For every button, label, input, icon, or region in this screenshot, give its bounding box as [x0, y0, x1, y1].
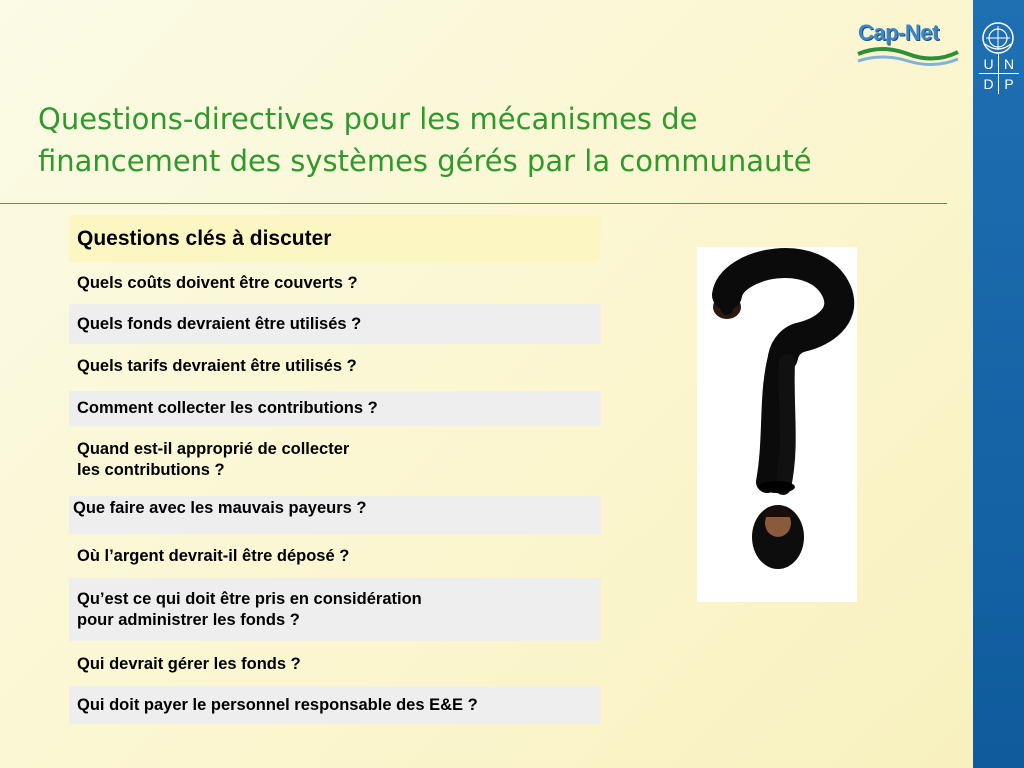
un-emblem-icon — [980, 20, 1016, 56]
question-mark-person-icon — [697, 247, 857, 602]
table-row — [69, 436, 601, 490]
table-header — [69, 215, 601, 262]
undp-letter: D — [979, 74, 999, 94]
table-row-text — [77, 439, 349, 481]
table-row — [69, 304, 601, 344]
table-row — [69, 391, 601, 426]
table-row-line1: Quand est-il approprié de collecter — [77, 440, 350, 458]
table-row — [69, 538, 601, 574]
undp-logo — [979, 54, 1019, 94]
table-row-text: Qui devrait gérer les fonds ? — [77, 654, 301, 673]
table-header-label: Questions clés à discuter — [77, 227, 332, 250]
table-row-text: Où l’argent devrait-il être déposé ? — [77, 546, 350, 565]
table-row — [69, 346, 601, 386]
table-row — [69, 496, 601, 534]
page-title — [38, 98, 938, 182]
undp-letter: P — [1004, 76, 1014, 92]
table-row — [69, 264, 601, 302]
capnet-logo — [856, 20, 960, 68]
table-row-text — [77, 589, 422, 631]
table-row — [69, 646, 601, 682]
undp-sidebar — [973, 0, 1024, 768]
table-row-text: Quels fonds devraient être utilisés ? — [77, 314, 362, 333]
wave-icon — [856, 20, 960, 68]
title-divider — [0, 203, 947, 204]
table-row-line2: pour administrer les fonds ? — [77, 610, 300, 629]
page-title-line1: Questions-directives pour les mécanismes de — [38, 102, 698, 136]
table-row — [69, 578, 601, 641]
table-row — [69, 686, 601, 724]
table-row-line1: Qu’est ce qui doit être pris en considération — [77, 589, 422, 608]
question-mark-person-image — [697, 247, 857, 602]
undp-letter: U — [979, 54, 999, 74]
capnet-logo-text: Cap-Net — [858, 20, 939, 45]
table-row-line2: les contributions ? — [77, 461, 225, 479]
table-row-text: Qui doit payer le personnel responsable des E&E ? — [77, 695, 478, 714]
table-row-text: Que faire avec les mauvais payeurs ? — [73, 499, 367, 517]
page-title-line2: financement des systèmes gérés par la communauté — [38, 144, 812, 178]
table-row-text: Comment collecter les contributions ? — [77, 399, 378, 417]
table-row-text: Quels tarifs devraient être utilisés ? — [77, 356, 357, 375]
undp-letter: N — [999, 54, 1019, 74]
table-row-text: Quels coûts doivent être couverts ? — [77, 273, 358, 292]
